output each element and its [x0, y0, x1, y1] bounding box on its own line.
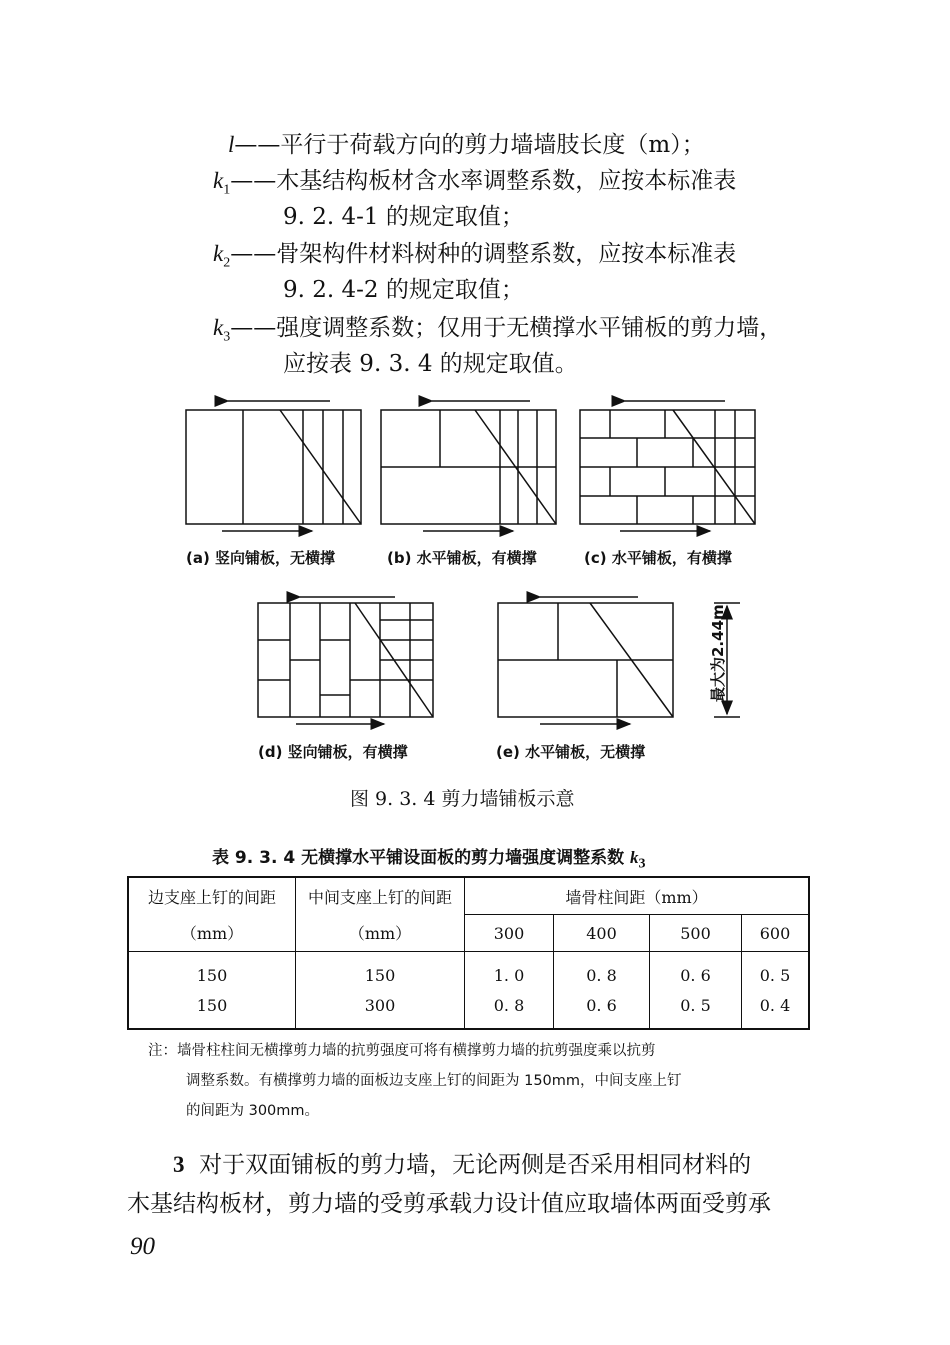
panel-a-diagram: [186, 401, 361, 531]
table-cell: 0. 5: [650, 990, 742, 1029]
strength-adjustment-table: [127, 876, 810, 1030]
note-line: 调整系数。有横撑剪力墙的面板边支座上钉的间距为 150mm，中间支座上钉: [186, 1073, 682, 1089]
panel-e-diagram: [498, 597, 740, 724]
definition-l: l——平行于荷载方向的剪力墙墙肢长度（m）；: [228, 132, 705, 158]
figure-caption: 图 9. 3. 4 剪力墙铺板示意: [350, 788, 575, 810]
panel-d-label: (d) 竖向铺板，有横撑: [258, 743, 408, 761]
definition-k1: $k_1——$木基结构板材含水率调整系数，应按本标准表: [213, 168, 737, 198]
table-cell: 0. 5: [759, 965, 791, 985]
table-row: [128, 990, 809, 1029]
group-header: 墙骨柱间距（mm）: [465, 877, 810, 915]
spacing-header: 600: [742, 915, 810, 952]
table-cell: 0. 4: [759, 995, 791, 1015]
paragraph-line-1: 3 对于双面铺板的剪力墙，无论两侧是否采用相同材料的: [173, 1152, 752, 1178]
col2-unit: （mm）: [296, 915, 465, 952]
table-cell: 150: [128, 990, 296, 1029]
panel-d-diagram: [258, 597, 433, 724]
definition-k2: $k_2——$骨架构件材料树种的调整系数，应按本标准表: [213, 241, 737, 271]
table-cell: 0. 8: [554, 952, 650, 991]
paragraph-line-2: 木基结构板材，剪力墙的受剪承载力设计值应取墙体两面受剪承: [127, 1191, 771, 1217]
table-cell: 150: [128, 952, 296, 991]
panel-c-label: (c) 水平铺板，有横撑: [584, 549, 732, 567]
panel-e-label: (e) 水平铺板，无横撑: [496, 743, 646, 761]
spacing-header: 400: [554, 915, 650, 952]
definition-k3-cont: 应按表 9. 3. 4 的规定取值。: [283, 351, 578, 377]
note-line: 的间距为 300mm。: [186, 1103, 320, 1119]
table-cell: 0. 6: [554, 990, 650, 1029]
table-cell: 1. 0: [465, 952, 554, 991]
table-cell: 300: [296, 990, 465, 1029]
definition-k3: $k_3——$强度调整系数；仅用于无横撑水平铺板的剪力墙，: [213, 315, 783, 345]
panel-a-label: (a) 竖向铺板，无横撑: [186, 549, 336, 567]
table-note: [148, 1036, 828, 1126]
spacing-header: 300: [465, 915, 554, 952]
definition-k2-cont: 9. 2. 4-2 的规定取值；: [283, 277, 524, 303]
panel-b-label: (b) 水平铺板，有横撑: [387, 549, 537, 567]
page-number: 90: [130, 1233, 155, 1260]
definition-k1-cont: 9. 2. 4-1 的规定取值；: [283, 204, 524, 230]
panel-c-diagram: [580, 401, 755, 531]
col1-unit: （mm）: [128, 915, 296, 952]
col1-header: 边支座上钉的间距: [128, 877, 296, 915]
spacing-header: 500: [650, 915, 742, 952]
table-row: [128, 952, 809, 991]
table-cell: 0. 8: [465, 990, 554, 1029]
note-line: 注：墙骨柱柱间无横撑剪力墙的抗剪强度可将有横撑剪力墙的抗剪强度乘以抗剪: [148, 1043, 656, 1059]
table-cell: 0. 6: [650, 952, 742, 991]
table-caption: 表 9. 3. 4 无横撑水平铺设面板的剪力墙强度调整系数 $k_3$: [212, 848, 646, 872]
col2-header: 中间支座上钉的间距: [296, 877, 465, 915]
table-cell: 150: [296, 952, 465, 991]
panel-b-diagram: [381, 401, 556, 531]
paragraph-number: 3: [173, 1152, 185, 1177]
dimension-label: 最大为2.44m: [709, 604, 727, 702]
